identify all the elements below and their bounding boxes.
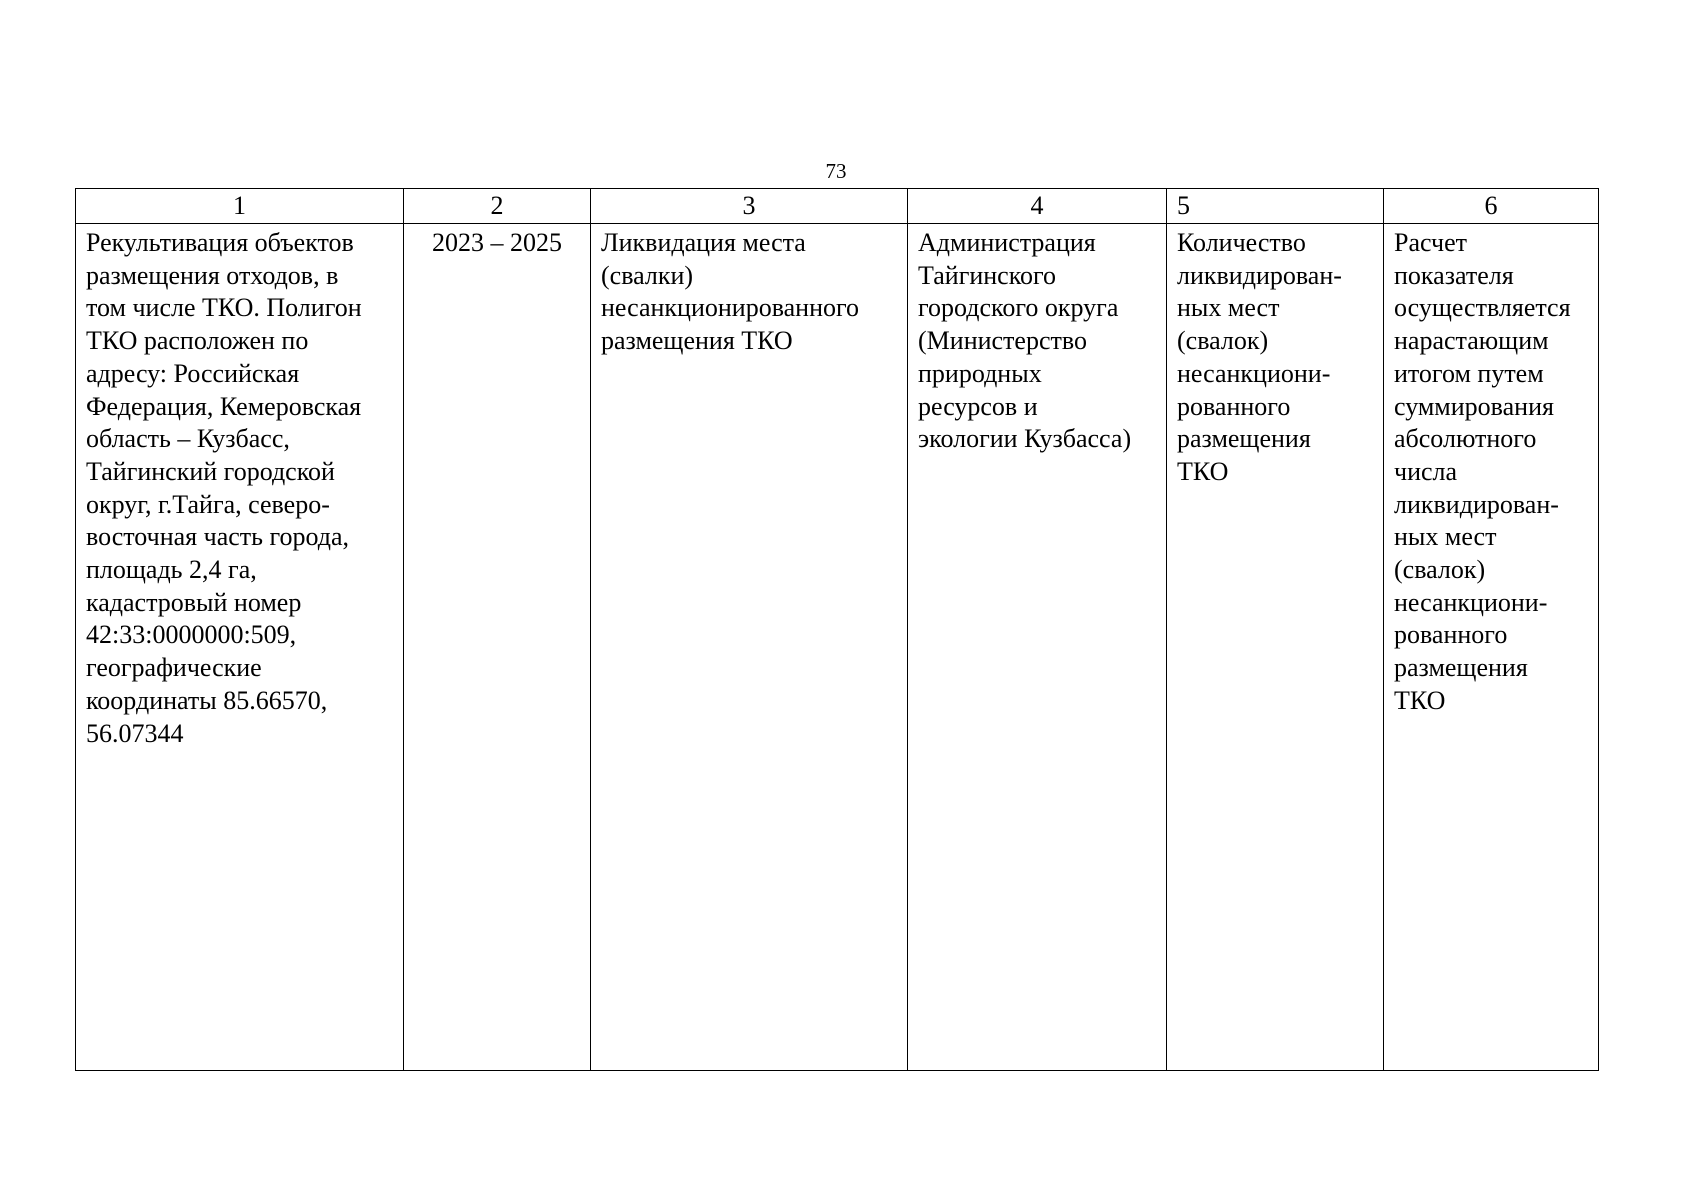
- period-text: 2023 – 2025: [432, 228, 562, 257]
- cell-period: [404, 224, 591, 1071]
- cell-result: [591, 224, 908, 1071]
- column-header-5: 5: [1167, 189, 1384, 224]
- table-header-row: [76, 189, 1599, 224]
- cell-measure-description: [76, 224, 404, 1071]
- column-header-3: 3: [591, 189, 908, 224]
- document-table: [75, 188, 1599, 1071]
- cell-indicator: [1167, 224, 1384, 1071]
- page-number: 73: [825, 159, 847, 183]
- result-text: Ликвидация места (свалки) несанкционированного размещения ТКО: [601, 228, 860, 356]
- column-header-1: 1: [76, 189, 404, 224]
- cell-calculation: [1384, 224, 1599, 1071]
- column-header-4: 4: [908, 189, 1167, 224]
- indicator-text: Количество ликвидирован- ных мест (свалок) несанкциони- рованного размещения ТКО: [1177, 228, 1342, 486]
- calculation-text: Расчет показателя осуществляется нарастающим итогом путем суммирования абсолютного числа ликвидирован- ных мест (свалок) несанкциони- рованного размещения ТКО: [1394, 228, 1571, 715]
- column-header-2: 2: [404, 189, 591, 224]
- column-header-6: 6: [1384, 189, 1599, 224]
- measure-description-text: Рекультивация объектов размещения отходов, в том числе ТКО. Полигон ТКО расположен по адресу: Российская Федерация, Кемеровская область – Кузбасс, Тайгинский городской округ, г.Тайга, северо- восточная часть города, площадь 2,4 га, кадастровый номер 42:33:0000000:509, географические координаты 85.66570, 56.07344: [86, 228, 362, 748]
- cell-responsible: [908, 224, 1167, 1071]
- table-row: [76, 224, 1599, 1071]
- responsible-text: Администрация Тайгинского городского округа (Министерство природных ресурсов и экологии Кузбасса): [918, 228, 1132, 454]
